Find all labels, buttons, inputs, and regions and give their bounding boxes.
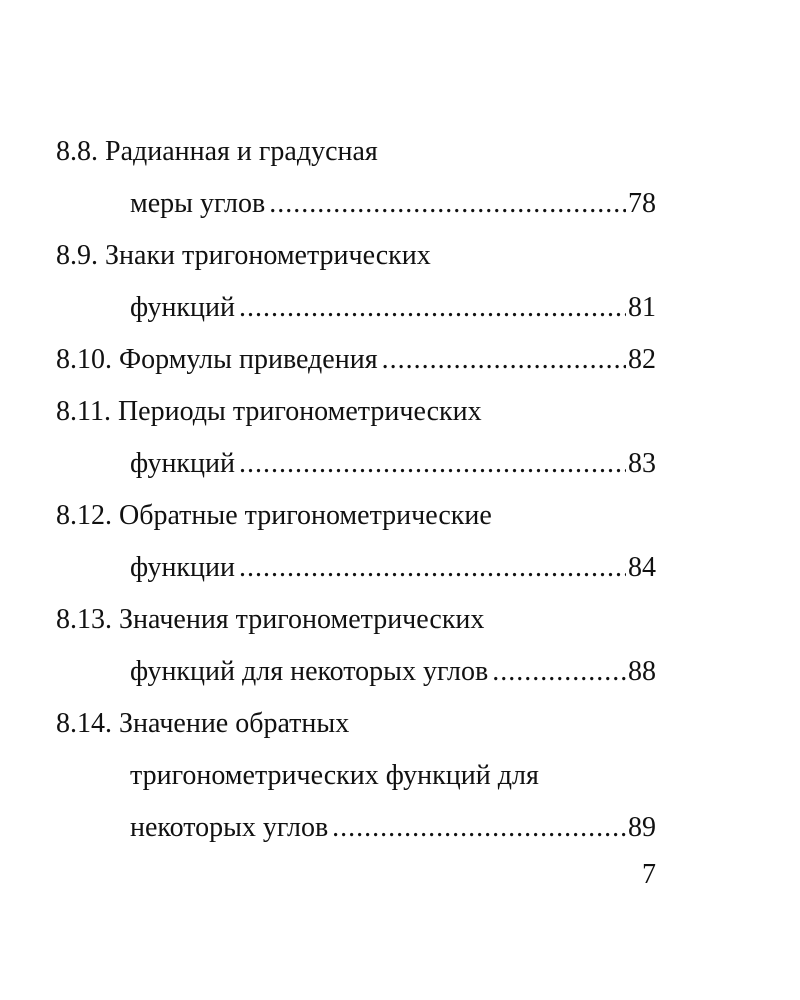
toc-entry-8-9-title bbox=[56, 230, 656, 282]
dot-leader bbox=[492, 646, 626, 698]
toc-entry-text: 8.8. Радианная и градусная bbox=[56, 136, 378, 167]
toc-entry-text: функции bbox=[130, 552, 235, 583]
toc-entry-8-8-title bbox=[56, 126, 656, 178]
toc-entry-text: функций bbox=[130, 292, 235, 323]
toc-entry-text: функций для некоторых углов bbox=[130, 656, 489, 687]
toc-entry-text: функций bbox=[130, 448, 235, 479]
toc-entry-8-12-last-line bbox=[56, 542, 656, 594]
toc-entry-text: 8.11. Периоды тригонометрических bbox=[56, 396, 482, 427]
toc-entry-8-11-last-line bbox=[56, 438, 656, 490]
dot-leader bbox=[382, 334, 626, 386]
toc-page-number: 89 bbox=[628, 812, 656, 843]
toc-entry-text: 8.13. Значения тригонометрических bbox=[56, 604, 485, 635]
toc-entry-8-14-middle-line bbox=[56, 750, 656, 802]
dot-leader bbox=[269, 178, 626, 230]
dot-leader bbox=[332, 802, 626, 854]
toc-entry-8-13-last-line bbox=[56, 646, 656, 698]
toc-entry-text: 8.10. Формулы приведения bbox=[56, 344, 378, 375]
toc-entry-text: меры углов bbox=[130, 188, 266, 219]
toc-entry-8-9-last-line bbox=[56, 282, 656, 334]
toc-entry-8-10 bbox=[56, 334, 656, 386]
toc-entry-8-11-title bbox=[56, 386, 656, 438]
toc-page-number: 82 bbox=[628, 344, 656, 375]
toc-page-number: 78 bbox=[628, 188, 656, 219]
toc-entry-text: тригонометрических функций для bbox=[130, 760, 539, 791]
dot-leader bbox=[239, 438, 626, 490]
toc-entry-8-12-title bbox=[56, 490, 656, 542]
table-of-contents bbox=[56, 126, 656, 854]
toc-page-number: 83 bbox=[628, 448, 656, 479]
toc-entry-8-8-last-line bbox=[56, 178, 656, 230]
toc-entry-8-14-title bbox=[56, 698, 656, 750]
toc-page-number: 88 bbox=[628, 656, 656, 687]
toc-page-number: 84 bbox=[628, 552, 656, 583]
dot-leader bbox=[239, 542, 626, 594]
dot-leader bbox=[239, 282, 626, 334]
toc-entry-8-13-title bbox=[56, 594, 656, 646]
toc-entry-text: некоторых углов bbox=[130, 812, 329, 843]
toc-entry-text: 8.9. Знаки тригонометрических bbox=[56, 240, 431, 271]
toc-entry-text: 8.12. Обратные тригонометрические bbox=[56, 500, 492, 531]
toc-entry-text: 8.14. Значение обратных bbox=[56, 708, 350, 739]
toc-page-number: 81 bbox=[628, 292, 656, 323]
page-number: 7 bbox=[642, 859, 656, 890]
toc-entry-8-14-last-line bbox=[56, 802, 656, 854]
